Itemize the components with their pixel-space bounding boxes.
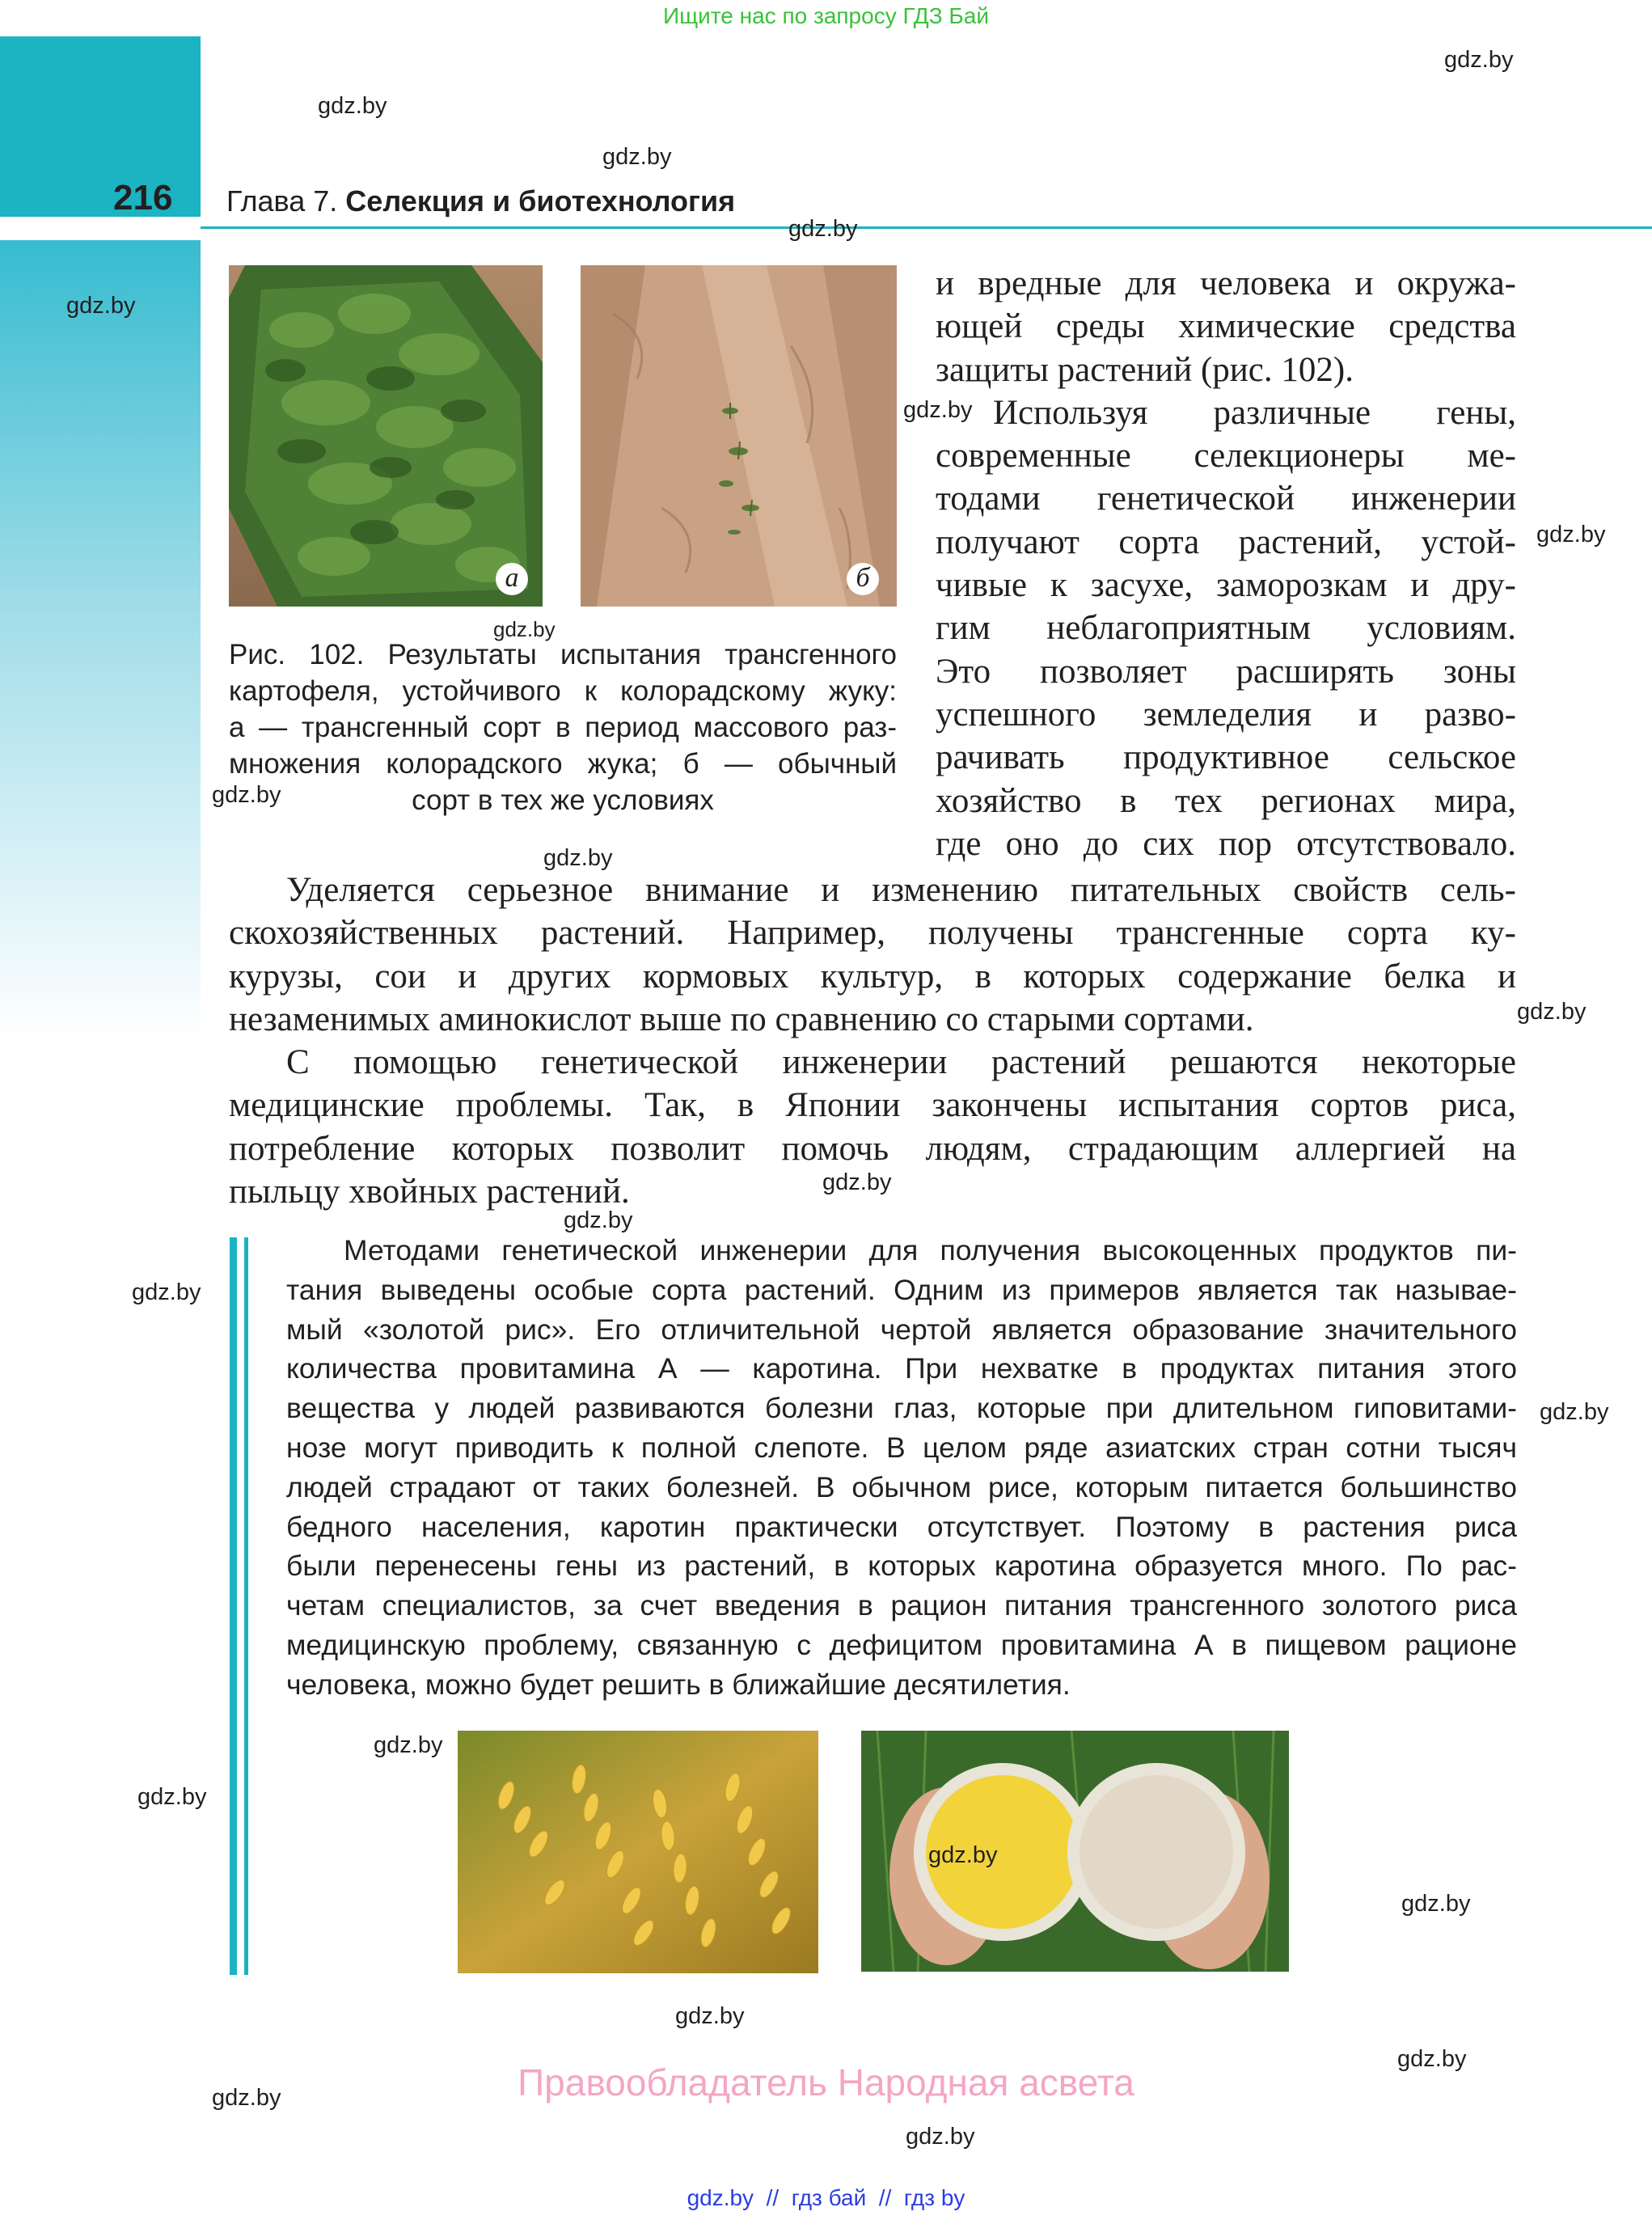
paragraph-nutrition bbox=[229, 869, 1516, 1041]
text-line: получают сорта растений, устой- bbox=[936, 522, 1516, 561]
golden-rice-box-text bbox=[286, 1231, 1517, 1705]
text-line: Используя различные гены, bbox=[993, 393, 1516, 432]
watermark: gdz.by bbox=[928, 1842, 998, 1868]
box-bar-thick bbox=[230, 1237, 237, 1975]
text-line: успешного земледелия и разво- bbox=[936, 695, 1516, 734]
rights-holder: Правообладатель Народная асвета bbox=[518, 2061, 1134, 2103]
watermark: gdz.by bbox=[212, 782, 281, 808]
box-line: Методами генетической инженерии для получения высокоценных продуктов пи- bbox=[344, 1234, 1517, 1266]
caption-line: а — трансгенный сорт в период массового раз- bbox=[229, 712, 897, 743]
box-line: людей страдают от таких болезней. В обычном рисе, которым питается большинство bbox=[286, 1470, 1517, 1503]
page-number: 216 bbox=[113, 178, 173, 218]
watermark: gdz.by bbox=[1401, 1891, 1471, 1917]
box-line: человека, можно будет решить в ближайшие десятилетия. bbox=[286, 1668, 1071, 1701]
text-line: и вредные для человека и окружа- bbox=[936, 264, 1516, 302]
text-line: чивые к засухе, заморозкам и дру- bbox=[936, 566, 1516, 605]
watermark: gdz.by bbox=[1444, 47, 1514, 73]
text-line: С помощью генетической инженерии растений решаются некоторые bbox=[286, 1043, 1516, 1081]
box-line: нозе могут приводить к полной слепоте. В целом ряде азиатских стран сотни тысяч bbox=[286, 1431, 1517, 1464]
text-line: курузы, сои и других кормовых культур, в которых содержание белка и bbox=[229, 957, 1516, 996]
box-line: тания выведены особые сорта растений. Одним из примеров является так называе- bbox=[286, 1273, 1517, 1306]
text-line: медицинские проблемы. Так, в Японии закончены испытания сортов риса, bbox=[229, 1086, 1516, 1125]
watermark: gdz.by bbox=[602, 144, 672, 170]
rice-ears-illustration bbox=[458, 1731, 818, 1973]
bare-soil-illustration bbox=[581, 265, 897, 607]
watermark: gdz.by bbox=[1540, 1399, 1609, 1425]
chapter-heading bbox=[226, 184, 735, 218]
text-line: защиты растений (рис. 102). bbox=[936, 350, 1354, 389]
watermark: gdz.by bbox=[1517, 999, 1587, 1025]
text-line: незаменимых аминокислот выше по сравнению со старыми сортами. bbox=[229, 1000, 1254, 1038]
watermark: gdz.by bbox=[66, 293, 136, 319]
photo-rice-bowls bbox=[861, 1731, 1289, 1972]
photo-rice-ears bbox=[458, 1731, 818, 1973]
photo-transgenic-potato bbox=[229, 265, 543, 607]
box-line: были перенесены гены из растений, в которых каротина образуется много. По рас- bbox=[286, 1550, 1517, 1583]
text-line: Это позволяет расширять зоны bbox=[936, 652, 1516, 691]
photo-ordinary-potato bbox=[581, 265, 897, 607]
box-line: медицинскую проблему, связанную с дефицитом провитамина А в пищевом рационе bbox=[286, 1628, 1517, 1661]
watermark: gdz.by bbox=[1397, 2046, 1467, 2072]
watermark: gdz.by bbox=[212, 2085, 281, 2111]
box-line: мый «золотой рис». Его отличительной чертой является образование значительного bbox=[286, 1313, 1517, 1346]
watermark: gdz.by bbox=[493, 617, 556, 641]
watermark: gdz.by bbox=[132, 1279, 201, 1305]
box-line: количества провитамина А — каротина. При нехватке в продуктах питания этого bbox=[286, 1352, 1517, 1385]
text-line: Уделяется серьезное внимание и изменению питательных свойств сель- bbox=[286, 871, 1516, 909]
text-line: где оно до сих пор отсутствовало. bbox=[936, 824, 1516, 863]
chapter-title: Селекция и биотехнология bbox=[345, 184, 736, 218]
watermark: gdz.by bbox=[906, 2124, 975, 2150]
caption-line: множения колорадского жука; б — обычный bbox=[229, 748, 897, 780]
box-bar-thin bbox=[244, 1237, 248, 1975]
text-line: ющей среды химические средства bbox=[936, 307, 1516, 346]
text-line: рачивать продуктивное сельское bbox=[936, 738, 1516, 777]
caption-line: Рис. 102. Результаты испытания трансгенного bbox=[229, 639, 897, 670]
watermark: gdz.by bbox=[822, 1169, 892, 1195]
text-line: потребление которых позволит помочь людям, страдающим аллергией на bbox=[229, 1129, 1516, 1168]
box-line: бедного населения, каротин практически отсутствует. Поэтому в растения риса bbox=[286, 1510, 1517, 1543]
watermark: gdz.by bbox=[374, 1732, 443, 1758]
text-line: тодами генетической инженерии bbox=[936, 480, 1516, 518]
watermark: gdz.by bbox=[675, 2003, 745, 2029]
watermark: gdz.by bbox=[137, 1784, 207, 1810]
watermark: gdz.by bbox=[564, 1207, 633, 1233]
caption-line: картофеля, устойчивого к колорадскому жуку: bbox=[229, 675, 897, 707]
right-column-text bbox=[936, 262, 1516, 865]
text-line: хозяйство в тех регионах мира, bbox=[936, 781, 1516, 820]
label-b: б bbox=[847, 563, 879, 595]
text-line: современные селекционеры ме- bbox=[936, 437, 1516, 476]
text-line: гим неблагоприятным условиям. bbox=[936, 609, 1516, 648]
header-rule bbox=[201, 226, 1652, 229]
watermark: gdz.by bbox=[543, 845, 613, 871]
label-a: а bbox=[496, 563, 528, 595]
watermark: gdz.by bbox=[903, 397, 973, 423]
watermark: gdz.by bbox=[788, 216, 858, 242]
potato-plants-illustration bbox=[229, 265, 543, 607]
top-search-banner[interactable]: Ищите нас по запросу ГДЗ Бай bbox=[662, 3, 990, 28]
text-line: скохозяйственных растений. Например, получены трансгенные сорта ку- bbox=[229, 914, 1516, 953]
text-line: пыльцу хвойных растений. bbox=[229, 1172, 630, 1211]
caption-line: сорт в тех же условиях bbox=[412, 784, 714, 816]
box-line: вещества у людей развиваются болезни глаз, которые при длительном гиповитами- bbox=[286, 1392, 1517, 1425]
figure-102-caption bbox=[229, 636, 897, 818]
box-line: четам специалистов, за счет введения в рацион питания трансгенного золотого риса bbox=[286, 1589, 1517, 1622]
rice-bowls-illustration bbox=[861, 1731, 1289, 1972]
chapter-prefix: Глава 7. bbox=[226, 184, 338, 218]
bottom-links[interactable]: gdz.by // гдз бай // гдз by bbox=[687, 2185, 965, 2210]
watermark: gdz.by bbox=[1536, 522, 1606, 548]
watermark: gdz.by bbox=[318, 93, 387, 119]
